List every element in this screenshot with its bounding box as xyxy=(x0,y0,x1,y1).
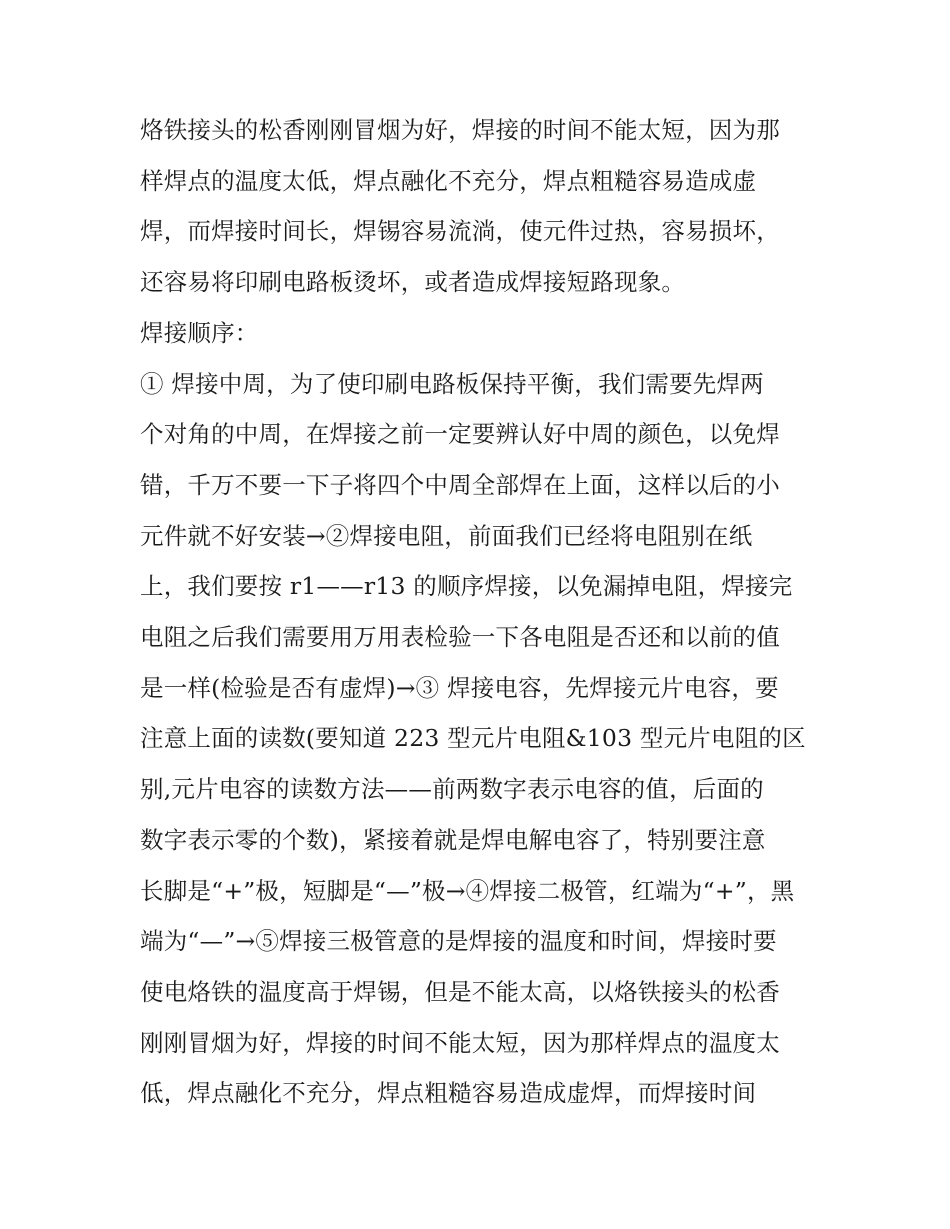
text-line: 上，我们要按 r1——r13 的顺序焊接，以免漏掉电阻，焊接完 xyxy=(140,572,793,601)
text-line: 烙铁接头的松香刚刚冒烟为好，焊接的时间不能太短，因为那 xyxy=(140,116,780,144)
text-line: 长脚是“+”极，短脚是“—”极→④焊接二极管，红端为“+”，黑 xyxy=(140,876,795,905)
text-line: 焊，而焊接时间长，焊锡容易流淌，使元件过热，容易损坏， xyxy=(140,217,780,246)
section-heading: 焊接顺序： xyxy=(140,318,259,347)
text-line: 数字表示零的个数)，紧接着就是焊电解电容了，特别要注意 xyxy=(140,825,766,854)
text-line: 元件就不好安装→②焊接电阻，前面我们已经将电阻别在纸 xyxy=(140,521,753,550)
text-line: 是一样(检验是否有虚焊)→③ 焊接电容，先焊接元片电容，要 xyxy=(140,673,779,702)
text-line: 使电烙铁的温度高于焊锡，但是不能太高，以烙铁接头的松香 xyxy=(140,977,780,1006)
text-line: 低，焊点融化不充分，焊点粗糙容易造成虚焊，而焊接时间 xyxy=(140,1079,757,1108)
text-line: 样焊点的温度太低，焊点融化不充分，焊点粗糙容易造成虚 xyxy=(140,166,757,195)
text-line: 错，千万不要一下子将四个中周全部焊在上面，这样以后的小 xyxy=(140,470,780,499)
text-line: 个对角的中周，在焊接之前一定要辨认好中周的颜色，以免焊 xyxy=(140,420,780,449)
text-line: 还容易将印刷电路板烫坏，或者造成焊接短路现象。 xyxy=(140,268,686,297)
text-line: 刚刚冒烟为好，焊接的时间不能太短，因为那样焊点的温度太 xyxy=(140,1028,780,1057)
text-line: 别,元片电容的读数方法——前两数字表示电容的值，后面的 xyxy=(140,775,764,804)
text-line: 注意上面的读数(要知道 223 型元片电阻&103 型元片电阻的区 xyxy=(140,724,806,753)
text-line: 电阻之后我们需要用万用表检验一下各电阻是否还和以前的值 xyxy=(140,623,780,651)
text-line: 端为“—”→⑤焊接三极管意的是焊接的温度和时间，焊接时要 xyxy=(140,927,777,956)
text-line: ① 焊接中周，为了使印刷电路板保持平衡，我们需要先焊两 xyxy=(140,369,764,398)
